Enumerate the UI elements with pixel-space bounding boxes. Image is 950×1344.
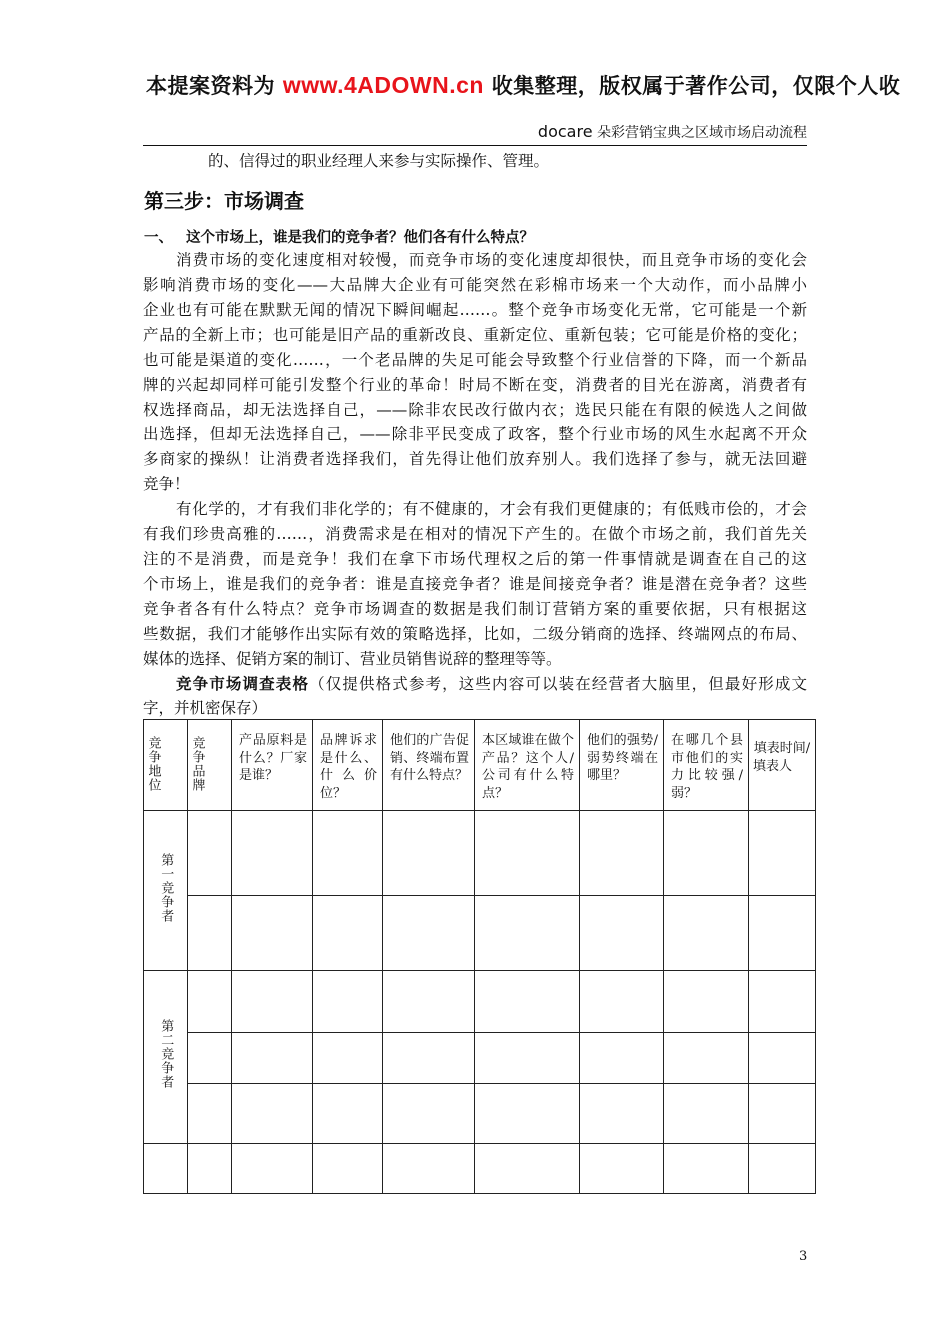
table-cell[interactable] [232,1033,313,1084]
column-header: 品牌诉求是什么、什么价位？ [313,720,383,811]
text-line: 权选择商品，却无法选择自己，——除非农民改行做内衣；选民只能在有限的候选人之间做 [143,401,807,419]
table-cell[interactable] [232,971,313,1033]
text-line: 竞争者各有什么特点？竞争市场调查的数据是我们制订营销方案的重要依据，只有根据这 [143,600,807,618]
table-cell[interactable] [580,971,664,1033]
table-cell[interactable] [313,1084,383,1144]
table-cell[interactable] [188,896,232,971]
column-header [144,720,188,811]
page-number: 3 [799,1249,808,1264]
table-cell[interactable] [383,1144,475,1194]
text-line: 媒体的选择、促销方案的制订、营业员销售说辞的整理等等。 [143,650,562,668]
column-header [188,720,232,811]
table-cell[interactable] [749,1084,816,1144]
table-cell[interactable] [313,1033,383,1084]
table-cell[interactable] [475,1033,580,1084]
table-cell[interactable] [664,1033,749,1084]
table-intro-line-2: 字，并机密保存） [143,699,268,717]
column-header: 他们的强势/弱势终端在哪里？ [580,720,664,811]
table-row [144,1084,816,1144]
table-cell[interactable] [475,971,580,1033]
table-cell[interactable] [580,1033,664,1084]
table-cell[interactable] [313,896,383,971]
header-text: 竞争地位 [145,736,161,792]
text-line: 企业也有可能在默默无闻的情况下瞬间崛起……。整个竞争市场变化无常，它可能是一个新 [143,301,807,319]
table-cell[interactable] [580,896,664,971]
header-rule [143,145,807,146]
subsection-number: 一、 [144,230,173,246]
table-cell[interactable] [232,1144,313,1194]
table-cell[interactable] [232,1084,313,1144]
text-line: 产品的全新上市；也可能是旧产品的重新改良、重新定位、重新包装；它可能是价格的变化； [143,326,807,344]
table-cell[interactable] [475,811,580,896]
table-cell[interactable] [580,1144,664,1194]
running-header [143,122,807,142]
table-cell[interactable] [383,971,475,1033]
text-line: 牌的兴起却同样可能引发整个行业的革命！时局不断在变，消费者的目光在游离，消费者有 [143,376,807,394]
table-cell[interactable] [188,811,232,896]
table-cell[interactable] [188,1033,232,1084]
column-header: 他们的广告促销、终端布置有什么特点？ [383,720,475,811]
table-intro-line [143,674,807,694]
subsection-title: 这个市场上，谁是我们的竞争者？他们各有什么特点？ [186,230,534,246]
table-cell[interactable] [383,896,475,971]
banner-prefix: 本提案资料为 [146,74,283,98]
table-cell[interactable] [188,971,232,1033]
text-line: 影响消费市场的变化——大品牌大企业有可能突然在彩棉市场来一个大动作，而小品牌小 [143,276,807,294]
table-cell[interactable] [383,811,475,896]
table-cell[interactable] [383,1084,475,1144]
table-row [144,1033,816,1084]
table-cell[interactable] [749,896,816,971]
table-cell[interactable] [232,896,313,971]
text-line: 多商家的操纵！让消费者选择我们，首先得让他们放弃别人。我们选择了参与，就无法回避 [143,450,807,468]
text-line: 出选择，但却无法选择自己，——除非平民变成了政客，整个行业市场的风生水起离不开众 [143,425,807,443]
banner-suffix: 收集整理，版权属于著作公司，仅限个人收 [483,74,901,98]
table-cell[interactable] [313,811,383,896]
table-header-row [144,720,816,811]
group-label-cell [144,971,188,1144]
table-row [144,1144,816,1194]
header-brand: docare [537,122,593,141]
table-cell[interactable] [664,896,749,971]
text-line: 个市场上，谁是我们的竞争者：谁是直接竞争者？谁是间接竞争者？谁是潜在竞争者？这些 [143,575,807,593]
table-title: 竞争市场调查表格 [176,675,310,693]
section-title: 第三步：市场调查 [144,189,304,213]
text-line: 有化学的，才有我们非化学的；有不健康的，才会有我们更健康的；有低贱市侩的，才会 [176,500,807,518]
group-label: 第一竞争者 [158,852,174,923]
competitor-survey-table [143,719,816,1194]
table-cell[interactable] [232,811,313,896]
column-header: 在哪几个县市他们的实力比较强/弱？ [664,720,749,811]
table-cell[interactable] [749,811,816,896]
table-cell[interactable] [580,1084,664,1144]
column-header: 填表时间/填表人 [749,720,816,811]
table-cell[interactable] [475,896,580,971]
table-cell[interactable] [749,1144,816,1194]
table-row [144,811,816,896]
table-cell[interactable] [188,1144,232,1194]
subsection-heading [144,226,534,247]
table-cell[interactable] [664,1144,749,1194]
table-cell[interactable] [664,1084,749,1144]
header-text: 竞争品牌 [189,736,205,792]
banner-url: www.4ADOWN.cn [282,72,484,98]
table-cell[interactable] [313,1144,383,1194]
text-line: 也可能是渠道的变化……，一个老品牌的失足可能会导致整个行业信誉的下降，而一个新品 [143,351,807,369]
text-line: 有我们珍贵高雅的……，消费需求是在相对的情况下产生的。在做个市场之前，我们首先关 [143,525,807,543]
table-cell[interactable] [749,971,816,1033]
text-line: 消费市场的变化速度相对较慢，而竞争市场的变化速度却很快，而且竞争市场的变化会 [176,251,807,269]
intro-line: 的、信得过的职业经理人来参与实际操作、管理。 [208,152,550,170]
table-cell[interactable] [383,1033,475,1084]
text-line: 注的不是消费，而是竞争！我们在拿下市场代理权之后的第一件事情就是调查在自己的这 [143,550,807,568]
group-label: 第二竞争者 [158,1019,174,1090]
group-label-cell [144,811,188,971]
table-cell[interactable] [475,1144,580,1194]
table-row [144,896,816,971]
table-cell[interactable] [580,811,664,896]
table-note: （仅提供格式参考，这些内容可以装在经营者大脑里，但最好形成文 [309,675,807,693]
table-cell[interactable] [188,1084,232,1144]
column-header: 本区域谁在做个产品？这个人/公司有什么特点？ [475,720,580,811]
table-cell[interactable] [749,1033,816,1084]
text-line: 竞争！ [143,475,190,493]
table-cell[interactable] [664,811,749,896]
column-header: 产品原料是什么？厂家是谁？ [232,720,313,811]
text-line: 些数据，我们才能够作出实际有效的策略选择，比如，二级分销商的选择、终端网点的布局、 [143,625,807,643]
header-title: 朵彩营销宝典之区域市场启动流程 [592,125,807,141]
watermark-banner [146,70,900,100]
table-cell[interactable] [144,1144,188,1194]
table-row [144,971,816,1033]
table-cell[interactable] [475,1084,580,1144]
table-cell[interactable] [664,971,749,1033]
table-cell[interactable] [313,971,383,1033]
